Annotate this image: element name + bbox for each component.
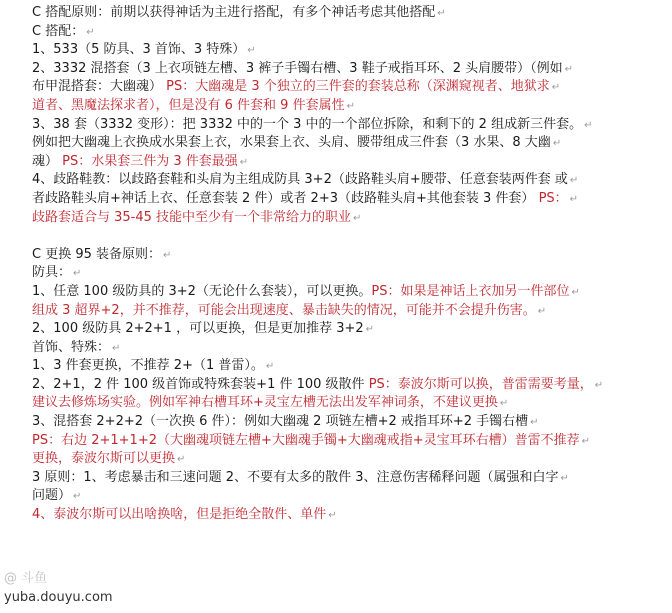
paragraph-mark-icon: ↵	[551, 82, 561, 94]
text-line	[32, 97, 658, 116]
text-line	[32, 190, 658, 209]
paragraph-mark-icon: ↵	[353, 212, 362, 224]
ps-note-text: 道者、黑魔法探求者），但是没有 6 件套和 9 件套属性	[32, 97, 345, 113]
paragraph-mark-icon: ↵	[560, 472, 569, 484]
body-text: 者歧路鞋头肩+神话上衣、任意套装 2 件）或者 2+3（歧路鞋头肩+其他套装 3 件套）	[32, 190, 535, 206]
text-line	[32, 134, 658, 153]
paragraph-mark-icon: ↵	[499, 398, 509, 410]
ps-note-text: PS：泰波尔斯可以换，普雷需要考量，	[368, 376, 593, 392]
text-line	[32, 394, 658, 413]
paragraph-mark-icon: ↵	[73, 268, 82, 280]
text-line	[32, 4, 658, 23]
paragraph-mark-icon: ↵	[569, 175, 579, 187]
text-line	[32, 209, 658, 228]
paragraph-mark-icon: ↵	[571, 286, 580, 298]
ps-note-text: 建议去修炼场实验。例如军神右槽耳环+灵宝左槽无法出发军神词条，不建议更换	[32, 395, 498, 411]
ps-note-text: 更换，泰波尔斯可以更换	[32, 451, 176, 467]
text-line	[32, 116, 658, 135]
body-text: 2、2+1，2 件 100 级首饰或特殊套装+1 件 100 级散件	[32, 376, 369, 392]
body-text: 3、混搭套 2+2+2（一次换 6 件）：例如大幽魂 2 项链左槽+2 戒指耳环+2 手镯右槽	[32, 414, 529, 430]
text-line	[32, 302, 658, 321]
paragraph-mark-icon: ↵	[530, 417, 539, 429]
paragraph-mark-icon: ↵	[73, 491, 82, 503]
text-line	[32, 339, 658, 358]
paragraph-mark-icon: ↵	[569, 193, 579, 205]
body-text: C 搭配原则：前期以获得神话为主进行搭配，有多个神话考虑其他搭配	[32, 5, 436, 20]
paragraph-mark-icon: ↵	[552, 138, 562, 150]
body-text: 布甲混搭套：大幽魂）	[32, 79, 163, 95]
paragraph-mark-icon: ↵	[346, 100, 355, 112]
paragraph-mark-icon: ↵	[437, 8, 446, 19]
text-line	[32, 450, 658, 469]
text-line	[32, 246, 658, 265]
body-text: 问题）	[32, 488, 72, 504]
body-text: 4、歧路鞋教：以歧路套鞋和头肩为主组成防具 3+2（歧路鞋头肩+腰带、任意套装两件套 或	[32, 172, 568, 188]
paragraph-mark-icon: ↵	[328, 510, 337, 522]
body-text: 2、3332 混搭套（3 上衣项链左槽、3 裤子手镯右槽、3 鞋子戒指耳环、2 头肩腰带）（例如	[32, 60, 563, 76]
paragraph-mark-icon: ↵	[581, 435, 591, 447]
ps-note-text: PS：水果套三件为 3 件套最强	[58, 153, 238, 169]
body-text: 3、38 套（3332 变形）：把 3332 中的一个 3 中的一个部位拆除，和剩下的 2 组成新三件套。	[32, 116, 583, 132]
text-line	[32, 357, 658, 376]
paragraph-mark-icon: ↵	[86, 26, 95, 38]
body-text: 2、100 级防具 2+2+1 ，可以更换，但是更加推荐 3+2	[32, 321, 364, 337]
body-text: 1、533（5 防具、3 首饰、3 特殊）	[32, 42, 246, 58]
paragraph-mark-icon: ↵	[594, 379, 604, 391]
body-text: 例如把大幽魂上衣换成水果套上衣，水果套上衣、头肩、腰带组成三件套（3 水果、8 大幽	[32, 135, 551, 151]
text-line	[32, 78, 658, 97]
body-text: 1、3 件套更换，不推荐 2+（1 普雷）。	[32, 358, 264, 374]
body-text: 首饰、特殊：	[32, 339, 111, 355]
paragraph-mark-icon: ↵	[239, 156, 249, 168]
paragraph-mark-icon: ↵	[112, 342, 121, 354]
paragraph-mark-icon: ↵	[564, 63, 573, 75]
blank-line	[32, 227, 658, 246]
paragraph-mark-icon: ↵	[537, 305, 547, 317]
body-text: 1、任意 100 级防具的 3+2（无论什么套装），可以更换。	[32, 283, 372, 299]
ps-note-text: PS：如果是神话上衣加另一件部位	[371, 283, 570, 299]
ps-note-text: PS：右边 2+1+1+2（大幽魂项链左槽+大幽魂手镯+大幽魂戒指+灵宝耳环右槽）普雷不推荐	[32, 432, 580, 448]
paragraph-mark-icon: ↵	[247, 45, 256, 57]
body-text: 魂）	[32, 153, 59, 169]
body-text: 防具：	[32, 265, 72, 281]
paragraph-mark-icon: ↵	[177, 454, 186, 466]
body-text: C 搭配：	[32, 23, 85, 39]
ps-note-text: PS：	[534, 190, 568, 206]
text-line	[32, 264, 658, 283]
text-line	[32, 413, 658, 432]
text-line	[32, 41, 658, 60]
text-line	[32, 487, 658, 506]
watermark-url: yuba.douyu.com	[4, 590, 113, 605]
text-line	[32, 320, 658, 339]
text-line	[32, 171, 658, 190]
paragraph-mark-icon: ↵	[365, 324, 375, 336]
paragraph-mark-icon: ↵	[265, 361, 275, 373]
text-line	[32, 153, 658, 172]
ps-note-text: 组成 3 超界+2，并不推荐，可能会出现速度、暴击缺失的情况，可能并不会提升伤害。	[32, 302, 536, 318]
text-line	[32, 432, 658, 451]
paragraph-mark-icon: ↵	[163, 249, 172, 261]
text-line	[32, 283, 658, 302]
douyu-watermark: @ 斗鱼	[4, 571, 48, 586]
ps-note-text: PS：大幽魂是 3 个独立的三件套的套装总称（深渊窥视者、地狱求	[162, 79, 550, 95]
ps-note-text: 歧路套适合与 35-45 技能中至少有一个非常给力的职业	[32, 209, 352, 225]
paragraph-mark-icon: ↵	[584, 119, 593, 131]
body-text: 3 原则：1、考虑暴击和三速问题 2、不要有太多的散件 3、注意伤害稀释问题（属强和白字	[32, 469, 559, 485]
text-line	[32, 376, 658, 395]
text-line	[32, 469, 658, 488]
text-line	[32, 60, 658, 79]
text-line	[32, 506, 658, 525]
body-text: C 更换 95 装备原则：	[32, 246, 162, 262]
ps-note-text: 4、泰波尔斯可以出啥换啥，但是拒绝全散件、单件	[32, 507, 327, 523]
text-line	[32, 23, 658, 42]
